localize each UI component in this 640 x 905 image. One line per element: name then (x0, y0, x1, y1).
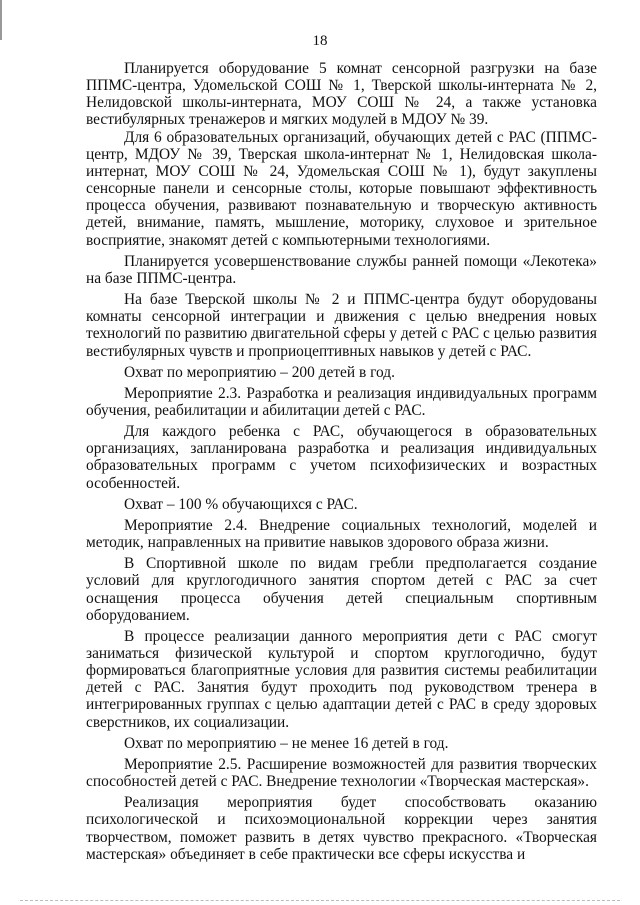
paragraph-2: Для 6 образовательных организаций, обучающих детей с РАС (ППМС-центр, МДОУ № 39, Тверская школа-интернат № 1, Нелидовская школа-интернат, МОУ СОШ № 24, Удомельская СОШ № 1), будут закуплены сенсорные панели и сенсорные столы, которые повышают эффективность процесса обучения, развивают познавательную и творческую активность детей, внимание, память, мышление, моторику, слуховое и зрительное восприятие, знакомят детей с компьютерными технологиями. (86, 128, 597, 249)
paragraph-4: На базе Тверской школы № 2 и ППМС-центра будут оборудованы комнаты сенсорной интеграции и движения с целью внедрения новых технологий по развитию двигательной сферы у детей с РАС с целью развития вестибулярных чувств и проприоцептивных навыков у детей с РАС. (86, 291, 597, 360)
paragraph-9: Мероприятие 2.4. Внедрение социальных технологий, моделей и методик, направленных на привитие навыков здорового образа жизни. (86, 516, 597, 552)
bottom-scan-rule (20, 900, 620, 901)
paragraph-7: Для каждого ребенка с РАС, обучающегося в образовательных организациях, запланирована разработка и реализация индивидуальных образовательных программ с учетом психофизических и возрастных особенностей. (86, 423, 597, 492)
paragraph-11: В процессе реализации данного мероприятия дети с РАС смогут заниматься физической культурой и спортом круглогодично, будут формироваться благоприятные условия для развития системы реабилитации детей с РАС. Занятия будут проходить под руководством тренера в интегрированных группах с целью адаптации детей с РАС в среду здоровых сверстников, их социализации. (86, 627, 597, 731)
page-number: 18 (312, 33, 328, 49)
paragraph-12: Охват по мероприятию – не менее 16 детей в год. (124, 734, 449, 752)
paragraph-5: Охват по мероприятию – 200 детей в год. (124, 363, 395, 381)
paragraph-10: В Спортивной школе по видам гребли предполагается создание условий для круглогодичного занятия спортом детей с РАС за счет оснащения процесса обучения детей специальным спортивным оборудованием. (86, 555, 597, 624)
paragraph-13: Мероприятие 2.5. Расширение возможностей для развития творческих способностей детей с РАС. Внедрение технологии «Творческая мастерская». (86, 755, 597, 791)
paragraph-3: Планируется усовершенствование службы ранней помощи «Лекотека» на базе ППМС-центра. (86, 252, 597, 287)
paragraph-6: Мероприятие 2.3. Разработка и реализация индивидуальных программ обучения, реабилитации и абилитации детей с РАС. (86, 384, 597, 419)
document-body (86, 60, 597, 863)
paragraph-1: Планируется оборудование 5 комнат сенсорной разгрузки на базе ППМС-центра, Удомельской СОШ № 1, Тверской школы-интерната № 2, Нелидовской школы-интерната, МОУ СОШ № 24, а также установка вестибулярных тренажеров и мягких модулей в МДОУ № 39. (86, 60, 597, 129)
paragraph-14: Реализация мероприятия будет способствовать оказанию психологической и психоэмоциональной коррекции через занятия творчеством, поможет развить в детях чувство прекрасного. «Творческая мастерская» объединяет в себе практически все сферы искусства и (86, 794, 597, 863)
paragraph-8: Охват – 100 % обучающихся с РАС. (124, 495, 358, 513)
